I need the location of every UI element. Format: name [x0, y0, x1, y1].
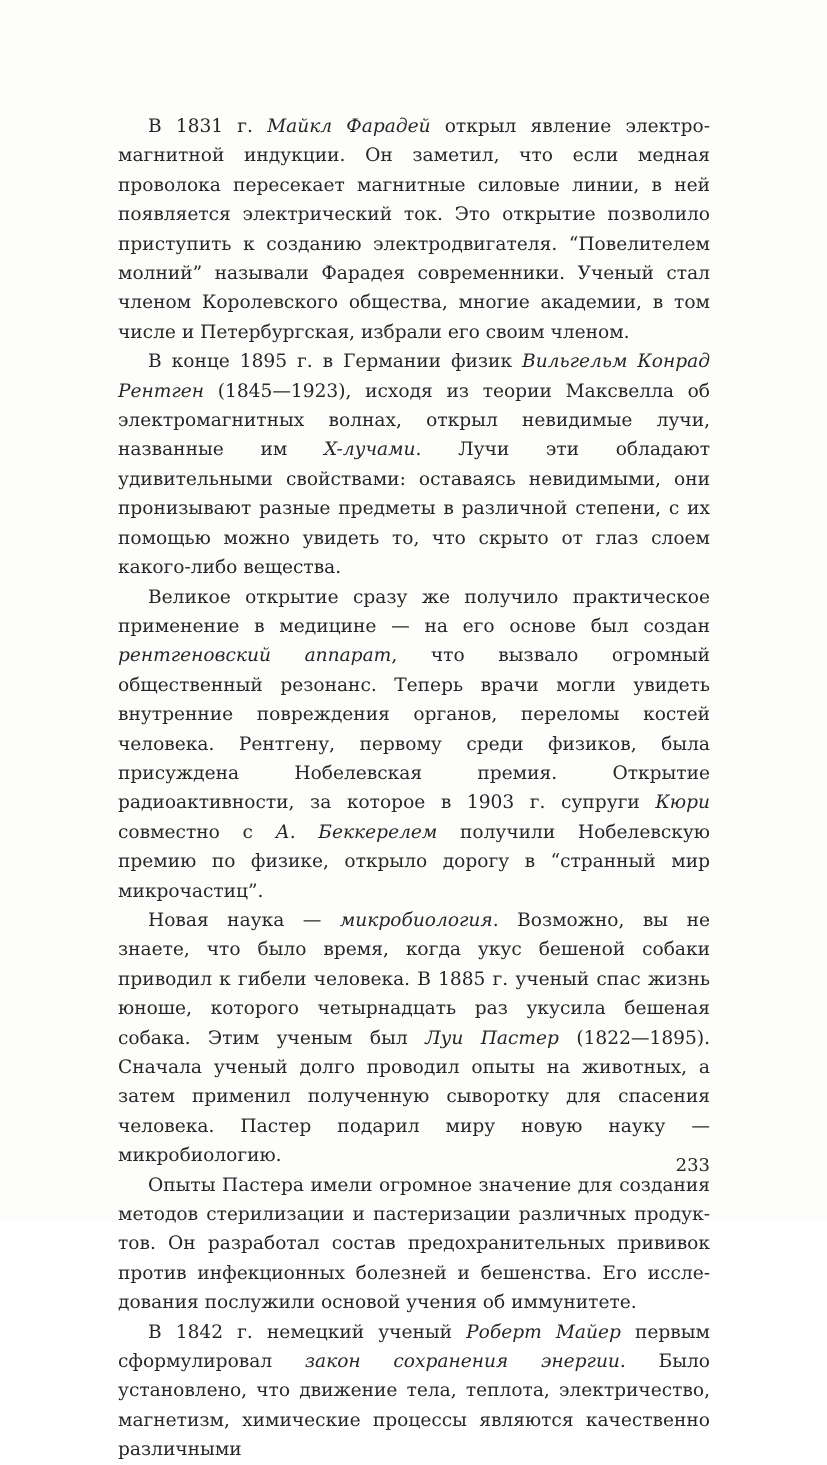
text-run: Новая наука — [148, 909, 340, 931]
body-text [118, 112, 710, 1465]
paragraph [118, 112, 710, 347]
page-number: 233 [675, 1155, 710, 1176]
text-run: , что вызвало огромный общественный резонанс. Теперь врачи могли увидеть внутренние повреждения органов, переломы костей человека. Рентгену, первому среди физиков, была присуждена Нобелевская премия. Открытие радиоактивности, за которое в 1903 г. супруги [118, 645, 710, 814]
text-run: В конце 1895 г. в Германии физик [148, 351, 523, 373]
paragraph [118, 906, 710, 1171]
italic-text: X-лучами [323, 439, 416, 461]
text-run: . Было установлено, что движение тела, теплота, электричество, магнетизм, химические процессы являются качественно различными [118, 1351, 711, 1461]
italic-text: рентгеновский аппарат [118, 645, 392, 667]
italic-text: Роберт Майер [466, 1321, 621, 1343]
text-run: открыл явление электромагнитной индукции. Он заметил, что если медная проволока пересекает магнитные силовые линии, в ней появляется электрический ток. Это открытие позволило приступить к созданию электродвигателя. “Повелителем молний” называли Фарадея современники. Ученый стал членом Королевского общества, многие академии, в том числе и Петербургская, избрали его своим членом. [118, 116, 710, 343]
italic-text: А. Беккерелем [275, 821, 438, 843]
text-run: совместно с [118, 821, 276, 843]
paragraph [118, 1318, 710, 1465]
text-run: . Лучи эти обладают удивительными свойствами: оставаясь невидимыми, они пронизывают разные предметы в различной степени, с их помощью можно увидеть то, что скрыто от глаз слоем какого-либо вещества. [118, 439, 711, 579]
italic-text: Вильгельм Конрад Рентген [118, 351, 710, 402]
text-run: В 1842 г. немецкий ученый [148, 1321, 467, 1343]
italic-text: Майкл Фарадей [267, 116, 431, 137]
italic-text: Луи Пастер [425, 1027, 559, 1049]
text-run: Великое открытие сразу же получило практическое применение в медицине — на его основе был создан [118, 586, 710, 637]
text-run: (1822—1895). Сначала ученый долго проводил опыты на животных, а затем применил полученную сыворотку для спасения человека. Пастер подарил миру новую науку — микробиологию. [118, 1027, 710, 1167]
text-run: В 1831 г. [148, 116, 268, 137]
italic-text: Кюри [655, 792, 710, 814]
text-run: Опыты Пастера имели огромное значение для создания методов стерилизации и пастеризации различных продуктов. Он разработал состав предохранительных прививок против инфекционных болезней и бешенства. Его исследования послужили основой учения об иммунитете. [118, 1174, 710, 1314]
italic-text: микробиология [339, 909, 493, 931]
italic-text: закон сохранения энергии [304, 1351, 620, 1373]
text-run: . Возможно, вы не знаете, что было время, когда укус бешеной собаки приводил к гибели человека. В 1885 г. ученый спас жизнь юноше, которого четырнадцать раз укусила бешеная собака. Этим ученым был [118, 909, 710, 1049]
paragraph [118, 1171, 710, 1318]
text-run: получили Нобелевскую премию по физике, открыло дорогу в “странный мир микрочастиц”. [118, 821, 710, 902]
text-run: (1845—1923), исходя из теории Максвелла об электромагнитных волнах, открыл невидимые лучи, названные им [118, 380, 710, 461]
paragraph [118, 347, 710, 582]
paragraph [118, 583, 710, 906]
text-run: первым сформулировал [118, 1321, 710, 1373]
